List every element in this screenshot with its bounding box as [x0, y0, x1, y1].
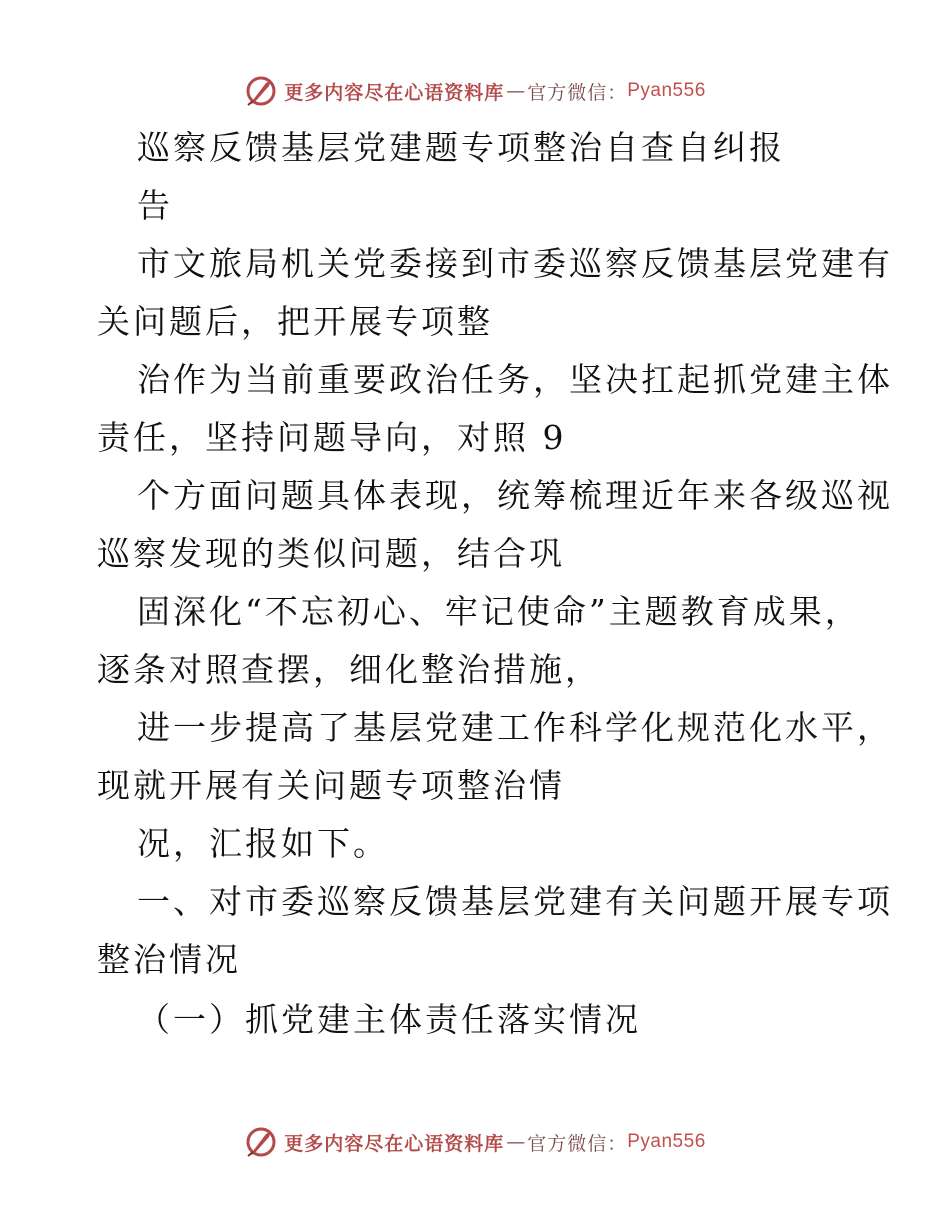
section-heading-line-2: 整治情况	[97, 940, 241, 979]
paragraph-line: 关问题后，把开展专项整	[97, 302, 493, 341]
quill-pen-circle-icon	[244, 74, 278, 108]
paragraph-line: 责任，坚持问题导向，对照 9	[97, 418, 567, 457]
watermark-footer	[0, 1122, 950, 1162]
paragraph-line: 治作为当前重要政治任务，坚决扛起抓党建主体	[137, 360, 893, 399]
watermark-separator: —	[506, 80, 526, 102]
watermark-wechat-id: Pyan556	[627, 1131, 706, 1152]
paragraph-line: 现就开展有关问题专项整治情	[97, 766, 565, 805]
paragraph-line: 市文旅局机关党委接到市委巡察反馈基层党建有	[137, 244, 893, 283]
watermark-brand: 更多内容尽在心语资料库	[284, 1132, 505, 1155]
paragraph-line: 固深化“不忘初心、牢记使命”主题教育成果，	[137, 592, 861, 631]
watermark-label: 官方微信：	[527, 81, 628, 104]
section-heading-line-1: 一、对市委巡察反馈基层党建有关问题开展专项	[137, 882, 893, 921]
watermark-brand: 更多内容尽在心语资料库	[284, 81, 505, 104]
watermark-header	[0, 71, 950, 111]
quill-pen-circle-icon	[244, 1125, 278, 1159]
paragraph-line: 况，汇报如下。	[137, 824, 389, 863]
paragraph-line: 个方面问题具体表现，统筹梳理近年来各级巡视	[137, 476, 893, 515]
document-title-line-1: 巡察反馈基层党建题专项整治自查自纠报	[137, 128, 785, 167]
paragraph-line: 进一步提高了基层党建工作科学化规范化水平，	[137, 708, 893, 747]
watermark-wechat-id: Pyan556	[627, 80, 706, 101]
paragraph-line: 巡察发现的类似问题，结合巩	[97, 534, 565, 573]
paragraph-line: 逐条对照查摆，细化整治措施，	[97, 650, 601, 689]
watermark-label: 官方微信：	[527, 1132, 628, 1155]
document-title-line-2: 告	[137, 186, 173, 225]
watermark-separator: —	[506, 1131, 526, 1153]
subsection-heading: （一）抓党建主体责任落实情况	[137, 1000, 641, 1039]
